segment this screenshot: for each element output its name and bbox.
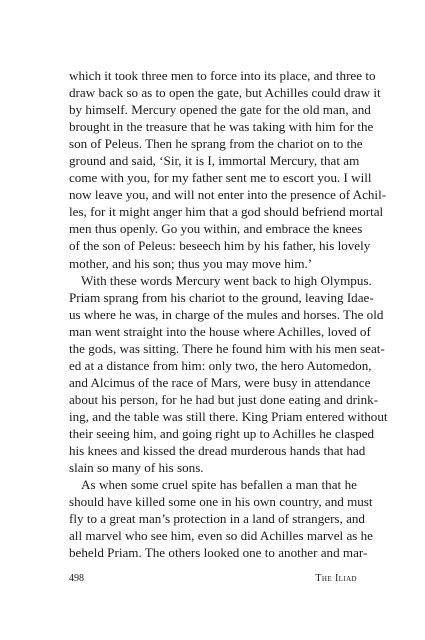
paragraph — [69, 476, 373, 561]
text-line: draw back so as to open the gate, but Achilles could draw it — [69, 85, 381, 101]
text-line: Priam sprang from his chariot to the ground, leaving Idae- — [69, 289, 374, 305]
text-line: ed at a distance from him: only two, the hero Automedon, — [69, 357, 372, 373]
page-number: 498 — [69, 573, 84, 584]
paragraph — [69, 67, 387, 272]
text-line: about his person, for he had but just done eating and drink- — [69, 391, 379, 407]
paragraph — [69, 272, 388, 477]
text-line: fly to a great man’s protection in a land of strangers, and — [69, 511, 365, 527]
text-line: men thus openly. Go you within, and embrace the knees — [69, 221, 363, 237]
text-line: and Alcimus of the race of Mars, were busy in attendance — [69, 374, 371, 390]
text-line: beheld Priam. The others looked one to another and mar- — [69, 545, 368, 561]
text-line: now leave you, and will not enter into the presence of Achil- — [69, 187, 387, 203]
text-line: As when some cruel spite has befallen a man that he — [81, 477, 357, 493]
text-line: mother, and his son; thus you may move him.’ — [69, 255, 313, 271]
text-line: which it took three men to force into its place, and three to — [69, 68, 376, 83]
running-head: The Iliad — [315, 573, 357, 584]
text-line: by himself. Mercury opened the gate for the old man, and — [69, 102, 371, 118]
text-line: ground and said, ‘Sir, it is I, immortal Mercury, that am — [69, 153, 360, 169]
text-line: brought in the treasure that he was taking with him for the — [69, 119, 374, 135]
text-line: all marvel who see him, even so did Achilles marvel as he — [69, 528, 373, 544]
text-line: come with you, for my father sent me to escort you. I will — [69, 170, 372, 186]
text-line: With these words Mercury went back to high Olympus. — [81, 272, 372, 288]
text-line: man went straight into the house where Achilles, loved of — [69, 323, 371, 339]
text-line: their seeing him, and going right up to Achilles he clasped — [69, 425, 375, 441]
text-line: les, for it might anger him that a god should befriend mortal — [69, 204, 384, 220]
text-line: son of Peleus. Then he sprang from the chariot on to the — [69, 136, 363, 152]
text-line: us where he was, in charge of the mules and horses. The old — [69, 306, 384, 322]
body-text — [69, 67, 388, 561]
text-line: his knees and kissed the dread murderous hands that had — [69, 443, 366, 459]
text-line: ing, and the table was still there. King Priam entered without — [69, 408, 388, 424]
text-line: slain so many of his sons. — [69, 460, 204, 476]
text-line: the gods, was sitting. There he found him with his men seat- — [69, 340, 385, 356]
text-line: should have killed some one in his own country, and must — [69, 494, 373, 510]
text-line: of the son of Peleus: beseech him by his father, his lovely — [69, 238, 371, 254]
